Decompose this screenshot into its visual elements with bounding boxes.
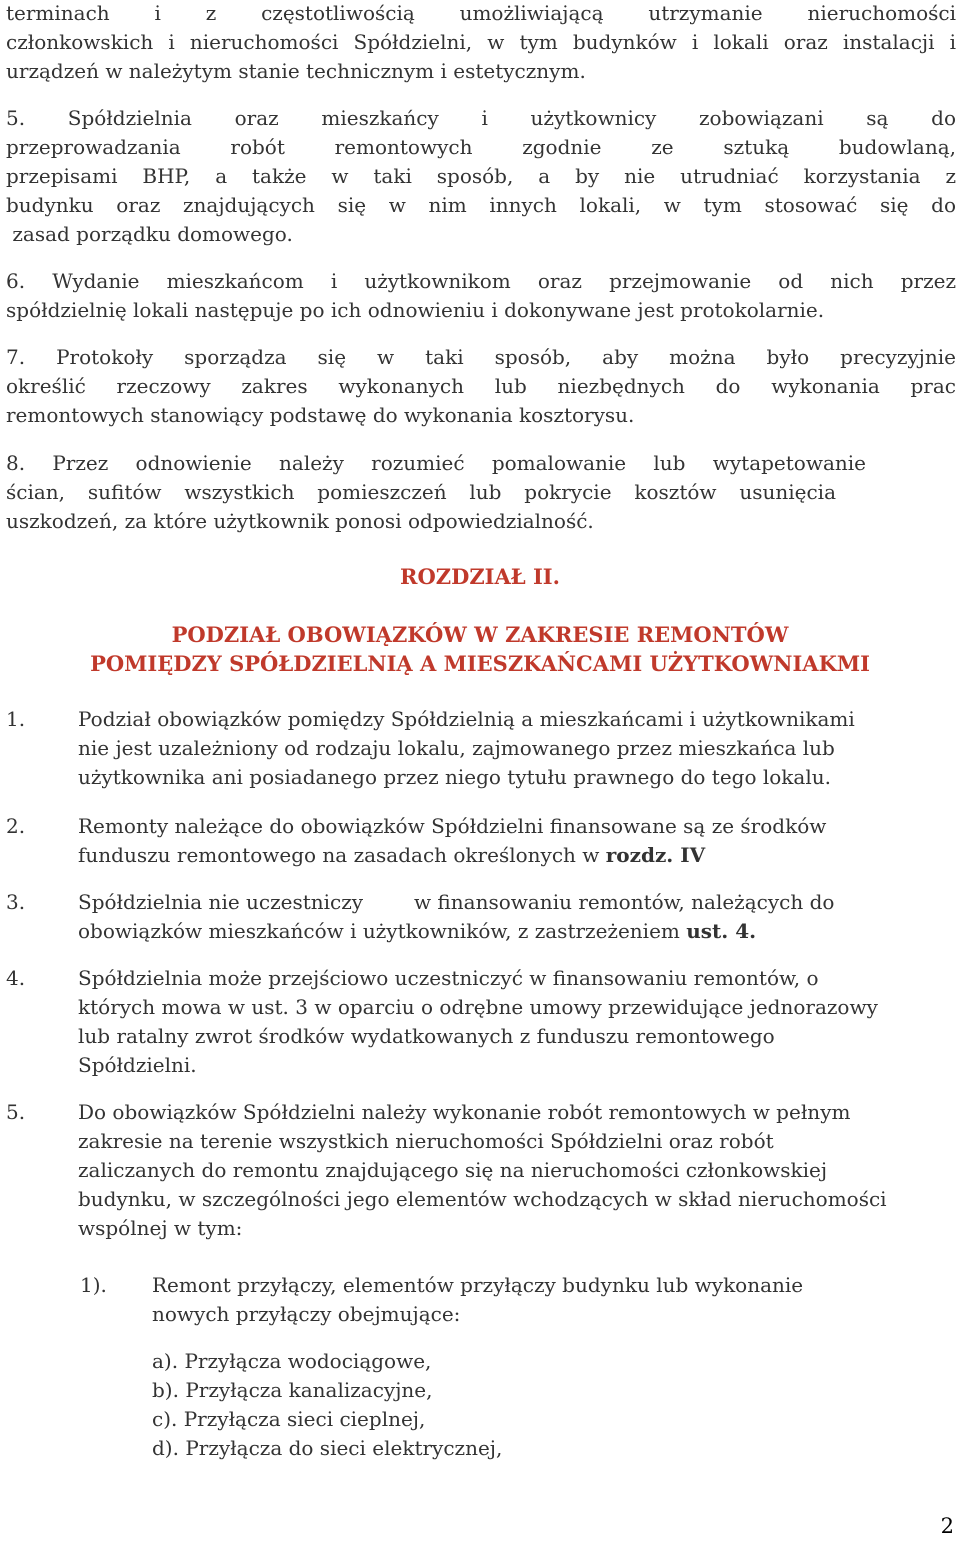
- text-line: przepisami BHP, a także w taki sposób, a by nie utrudniać korzystania z: [6, 164, 956, 188]
- paragraph-6: [6, 267, 956, 325]
- item-number: 4.: [6, 966, 26, 990]
- item-number: 3.: [6, 890, 26, 914]
- text-line: terminach i z częstotliwością umożliwiającą utrzymanie nieruchomości: [6, 1, 956, 25]
- text-line: nie jest uzależniony od rodzaju lokalu, zajmowanego przez mieszkańca lub: [78, 736, 835, 760]
- text-line: uszkodzeń, za które użytkownik ponosi odpowiedzialność.: [6, 509, 594, 533]
- text-line: zasad porządku domowego.: [6, 222, 293, 246]
- chapter-subtitle-line-2: POMIĘDZY SPÓŁDZIELNIĄ A MIESZKAŃCAMI UŻYTKOWNIAKMI: [90, 651, 870, 676]
- item-number: 5.: [6, 1100, 26, 1124]
- text-line: 6. Wydanie mieszkańcom i użytkownikom oraz przejmowanie od nich przez: [6, 269, 956, 293]
- paragraph-7: [6, 343, 956, 430]
- text-line: [78, 841, 956, 870]
- text-line: Spółdzielni.: [78, 1053, 197, 1077]
- page-number: 2: [940, 1514, 954, 1538]
- list-item-d: d). Przyłącza do sieci elektrycznej,: [152, 1436, 503, 1460]
- chapter-subtitle-line-1: PODZIAŁ OBOWIĄZKÓW W ZAKRESIE REMONTÓW: [171, 622, 789, 647]
- text-line: ścian, sufitów wszystkich pomieszczeń lub pokrycie kosztów usunięcia: [6, 480, 836, 504]
- text-line: urządzeń w należytym stanie technicznym i estetycznym.: [6, 59, 586, 83]
- chapter-reference: rozdz. IV: [605, 843, 706, 867]
- text-line: remontowych stanowiący podstawę do wykonania kosztorysu.: [6, 403, 635, 427]
- text-plain: obowiązków mieszkańców i użytkowników, z zastrzeżeniem: [78, 919, 687, 943]
- text-line: których mowa w ust. 3 w oparciu o odrębne umowy przewidujące jednorazowy: [78, 995, 878, 1019]
- text-line: przeprowadzania robót remontowych zgodnie ze sztuką budowlaną,: [6, 135, 956, 159]
- paragraph-5: [6, 104, 956, 249]
- subitem-number: 1).: [80, 1273, 107, 1297]
- text-line: 7. Protokoły sporządza się w taki sposób, aby można było precyzyjnie: [6, 345, 956, 369]
- text-line: [78, 917, 956, 946]
- text-line: wspólnej w tym:: [78, 1216, 243, 1240]
- text-line: zaliczanych do remontu znajdującego się na nieruchomości członkowskiej: [78, 1158, 828, 1182]
- item-number: 2.: [6, 814, 26, 838]
- text-line: Remonty należące do obowiązków Spółdzielni finansowane są ze środków: [78, 814, 827, 838]
- list-item-b: b). Przyłącza kanalizacyjne,: [152, 1378, 433, 1402]
- paragraph-8: [6, 449, 956, 536]
- text-line: Remont przyłączy, elementów przyłączy budynku lub wykonanie: [152, 1273, 804, 1297]
- list-item-c: c). Przyłącza sieci cieplnej,: [152, 1407, 426, 1431]
- text-line: nowych przyłączy obejmujące:: [152, 1302, 461, 1326]
- chapter-title: ROZDZIAŁ II.: [400, 564, 560, 589]
- text-line: Do obowiązków Spółdzielni należy wykonanie robót remontowych w pełnym: [78, 1100, 851, 1124]
- text-line: budynku, w szczególności jego elementów wchodzących w skład nieruchomości: [78, 1187, 887, 1211]
- section-reference: ust. 4.: [686, 919, 757, 943]
- text-line: budynku oraz znajdujących się w nim innych lokali, w tym stosować się do: [6, 193, 956, 217]
- intro-paragraph: [6, 0, 956, 86]
- text-line: Spółdzielnia nie uczestniczy w finansowaniu remontów, należących do: [78, 890, 835, 914]
- text-line: spółdzielnię lokali następuje po ich odnowieniu i dokonywane jest protokolarnie.: [6, 298, 825, 322]
- text-line: członkowskich i nieruchomości Spółdzielni, w tym budynków i lokali oraz instalacji i: [6, 30, 956, 54]
- item-number: 1.: [6, 707, 26, 731]
- text-line: 8. Przez odnowienie należy rozumieć pomalowanie lub wytapetowanie: [6, 451, 866, 475]
- text-line: zakresie na terenie wszystkich nieruchomości Spółdzielni oraz robót: [78, 1129, 774, 1153]
- list-item-a: a). Przyłącza wodociągowe,: [152, 1349, 432, 1373]
- text-line: Podział obowiązków pomiędzy Spółdzielnią a mieszkańcami i użytkownikami: [78, 707, 855, 731]
- text-line: lub ratalny zwrot środków wydatkowanych z funduszu remontowego: [78, 1024, 775, 1048]
- text-line: określić rzeczowy zakres wykonanych lub niezbędnych do wykonania prac: [6, 374, 956, 398]
- text-line: 5. Spółdzielnia oraz mieszkańcy i użytkownicy zobowiązani są do: [6, 106, 956, 130]
- text-line: Spółdzielnia może przejściowo uczestniczyć w finansowaniu remontów, o: [78, 966, 819, 990]
- text-line: użytkownika ani posiadanego przez niego tytułu prawnego do tego lokalu.: [78, 765, 831, 789]
- text-plain: funduszu remontowego na zasadach określonych w: [78, 843, 606, 867]
